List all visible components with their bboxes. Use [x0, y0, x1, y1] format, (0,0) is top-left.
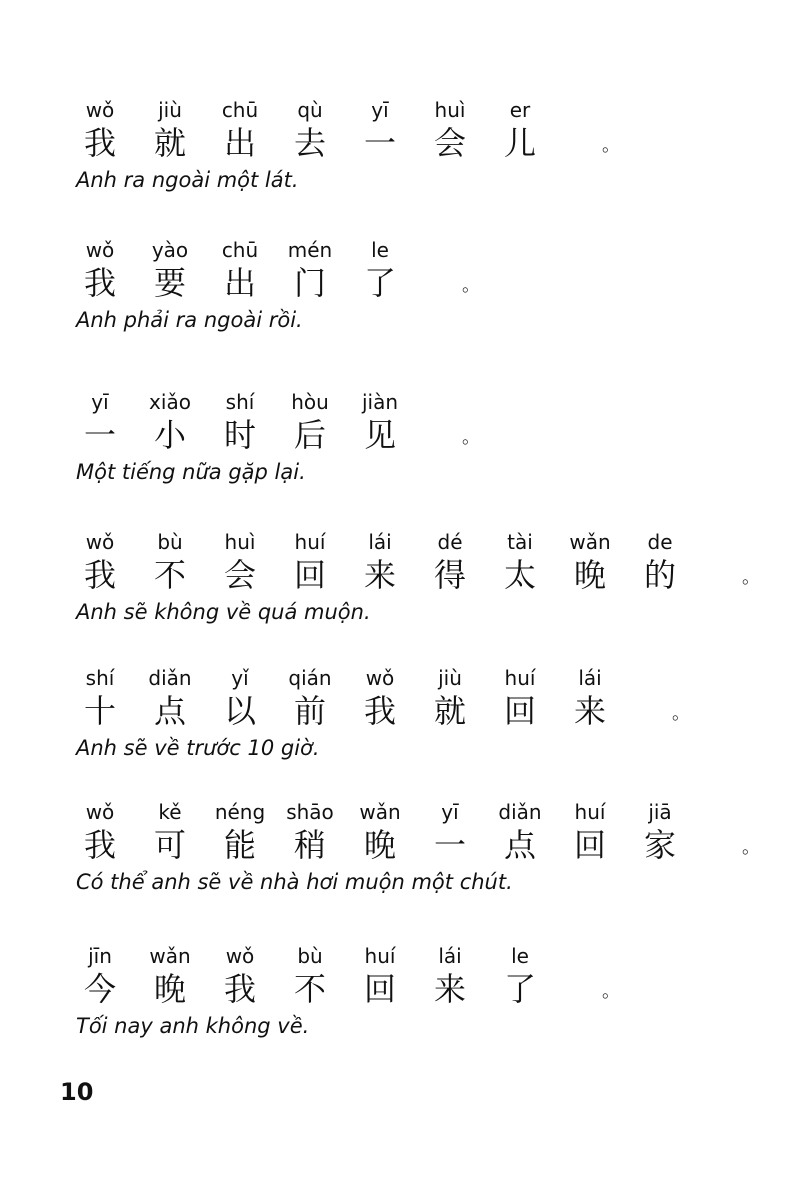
- syllable: [550, 666, 630, 732]
- syllable: [200, 238, 280, 304]
- full-stop: 。: [462, 427, 480, 448]
- hanzi: 前: [293, 692, 326, 730]
- pinyin: xiǎo: [149, 390, 191, 414]
- hanzi: 来: [433, 970, 466, 1008]
- syllable: [550, 800, 630, 866]
- syllable: [200, 390, 280, 456]
- syllable: [130, 390, 210, 456]
- pinyin: jiā: [648, 800, 672, 824]
- pinyin: bù: [157, 530, 183, 554]
- pinyin: diǎn: [498, 800, 542, 824]
- pinyin: le: [371, 238, 389, 262]
- syllable: [340, 530, 420, 596]
- hanzi: 了: [503, 970, 536, 1008]
- syllable: [60, 530, 140, 596]
- hanzi: 稍: [293, 826, 326, 864]
- hanzi: 出: [223, 264, 256, 302]
- pinyin: tài: [507, 530, 533, 554]
- syllable: [410, 98, 490, 164]
- full-stop: 。: [462, 275, 480, 296]
- translation: Anh sẽ về trước 10 giờ.: [76, 736, 320, 760]
- hanzi: 家: [643, 826, 676, 864]
- pinyin: wǒ: [85, 800, 115, 824]
- hanzi: 十: [83, 692, 116, 730]
- syllable: [480, 944, 560, 1010]
- pinyin: wǒ: [85, 238, 115, 262]
- pinyin: yào: [151, 238, 189, 262]
- syllable: [200, 530, 280, 596]
- syllable: [60, 800, 140, 866]
- hanzi: 点: [153, 692, 186, 730]
- pinyin: lái: [368, 530, 392, 554]
- syllable: [270, 98, 350, 164]
- pinyin: hòu: [291, 390, 329, 414]
- hanzi: 时: [223, 416, 256, 454]
- pinyin: lái: [438, 944, 462, 968]
- pinyin: jiù: [158, 98, 182, 122]
- hanzi: 今: [83, 970, 116, 1008]
- hanzi: 得: [433, 556, 466, 594]
- hanzi: 晚: [573, 556, 606, 594]
- syllable: [480, 666, 560, 732]
- pinyin: néng: [214, 800, 266, 824]
- hanzi: 晚: [153, 970, 186, 1008]
- syllable: [270, 666, 350, 732]
- syllable: [410, 800, 490, 866]
- syllable: [60, 390, 140, 456]
- translation: Có thể anh sẽ về nhà hơi muộn một chút.: [76, 870, 513, 894]
- hanzi: 的: [643, 556, 676, 594]
- pinyin: yī: [371, 98, 389, 122]
- syllable: [550, 530, 630, 596]
- pinyin: diǎn: [148, 666, 192, 690]
- pinyin: wǎn: [359, 800, 401, 824]
- syllable: [130, 238, 210, 304]
- pinyin: jīn: [88, 944, 112, 968]
- syllable: [410, 666, 490, 732]
- pinyin: huì: [434, 98, 466, 122]
- hanzi: 太: [503, 556, 536, 594]
- pinyin: kě: [158, 800, 182, 824]
- hanzi: 儿: [503, 124, 536, 162]
- syllable: [60, 666, 140, 732]
- hanzi: 回: [363, 970, 396, 1008]
- pinyin: mén: [287, 238, 333, 262]
- syllable: [620, 530, 700, 596]
- hanzi: 来: [573, 692, 606, 730]
- syllable: [60, 98, 140, 164]
- syllable: [270, 390, 350, 456]
- syllable: [130, 530, 210, 596]
- hanzi: 就: [153, 124, 186, 162]
- hanzi: 我: [223, 970, 256, 1008]
- full-stop: 。: [602, 135, 620, 156]
- syllable: [200, 98, 280, 164]
- page-number: 10: [60, 1078, 94, 1106]
- hanzi: 我: [83, 556, 116, 594]
- pinyin: jiù: [438, 666, 462, 690]
- hanzi: 会: [433, 124, 466, 162]
- pinyin: wǒ: [85, 530, 115, 554]
- syllable: [340, 390, 420, 456]
- syllable: [410, 944, 490, 1010]
- full-stop: 。: [602, 981, 620, 1002]
- pinyin: yǐ: [231, 666, 249, 690]
- hanzi: 回: [503, 692, 536, 730]
- pinyin: wǎn: [149, 944, 191, 968]
- pinyin: huí: [294, 530, 326, 554]
- pinyin: shāo: [286, 800, 334, 824]
- hanzi: 要: [153, 264, 186, 302]
- syllable: [200, 666, 280, 732]
- syllable: [340, 238, 420, 304]
- pinyin: wǒ: [365, 666, 395, 690]
- syllable: [270, 238, 350, 304]
- pinyin: wǎn: [569, 530, 611, 554]
- hanzi: 能: [223, 826, 256, 864]
- syllable: [130, 944, 210, 1010]
- syllable: [60, 944, 140, 1010]
- hanzi: 见: [363, 416, 396, 454]
- hanzi: 我: [83, 264, 116, 302]
- full-stop: 。: [742, 837, 760, 858]
- hanzi: 晚: [363, 826, 396, 864]
- hanzi: 回: [293, 556, 326, 594]
- pinyin: jiàn: [361, 390, 399, 414]
- pinyin: huí: [504, 666, 536, 690]
- syllable: [480, 98, 560, 164]
- syllable: [200, 800, 280, 866]
- pinyin: yī: [441, 800, 459, 824]
- pinyin: er: [509, 98, 531, 122]
- hanzi: 就: [433, 692, 466, 730]
- syllable: [270, 530, 350, 596]
- syllable: [60, 238, 140, 304]
- translation: Anh ra ngoài một lát.: [76, 168, 299, 192]
- full-stop: 。: [672, 703, 690, 724]
- translation: Một tiếng nữa gặp lại.: [76, 460, 306, 484]
- hanzi: 来: [363, 556, 396, 594]
- hanzi: 以: [223, 692, 256, 730]
- pinyin: chū: [221, 98, 259, 122]
- pinyin: de: [647, 530, 673, 554]
- hanzi: 门: [293, 264, 326, 302]
- syllable: [340, 800, 420, 866]
- syllable: [340, 98, 420, 164]
- pinyin: le: [511, 944, 529, 968]
- hanzi: 了: [363, 264, 396, 302]
- hanzi: 我: [83, 124, 116, 162]
- syllable: [200, 944, 280, 1010]
- hanzi: 我: [363, 692, 396, 730]
- pinyin: wǒ: [225, 944, 255, 968]
- syllable: [480, 530, 560, 596]
- syllable: [620, 800, 700, 866]
- pinyin: huí: [574, 800, 606, 824]
- syllable: [270, 800, 350, 866]
- hanzi: 一: [363, 124, 396, 162]
- pinyin: qù: [297, 98, 323, 122]
- full-stop: 。: [742, 567, 760, 588]
- translation: Anh sẽ không về quá muộn.: [76, 600, 371, 624]
- syllable: [480, 800, 560, 866]
- hanzi: 点: [503, 826, 536, 864]
- pinyin: huí: [364, 944, 396, 968]
- pinyin: yī: [91, 390, 109, 414]
- pinyin: chū: [221, 238, 259, 262]
- hanzi: 去: [293, 124, 326, 162]
- hanzi: 出: [223, 124, 256, 162]
- translation: Tối nay anh không về.: [76, 1014, 310, 1038]
- syllable: [130, 800, 210, 866]
- syllable: [130, 98, 210, 164]
- syllable: [410, 530, 490, 596]
- syllable: [130, 666, 210, 732]
- pinyin: lái: [578, 666, 602, 690]
- hanzi: 一: [433, 826, 466, 864]
- pinyin: huì: [224, 530, 256, 554]
- hanzi: 我: [83, 826, 116, 864]
- pinyin: shí: [85, 666, 115, 690]
- hanzi: 回: [573, 826, 606, 864]
- pinyin: dé: [437, 530, 463, 554]
- pinyin: shí: [225, 390, 255, 414]
- hanzi: 小: [153, 416, 186, 454]
- syllable: [270, 944, 350, 1010]
- hanzi: 可: [153, 826, 186, 864]
- pinyin: bù: [297, 944, 323, 968]
- syllable: [340, 666, 420, 732]
- hanzi: 一: [83, 416, 116, 454]
- hanzi: 会: [223, 556, 256, 594]
- hanzi: 后: [293, 416, 326, 454]
- syllable: [340, 944, 420, 1010]
- hanzi: 不: [293, 970, 326, 1008]
- pinyin: qián: [288, 666, 332, 690]
- hanzi: 不: [153, 556, 186, 594]
- pinyin: wǒ: [85, 98, 115, 122]
- translation: Anh phải ra ngoài rồi.: [76, 308, 303, 332]
